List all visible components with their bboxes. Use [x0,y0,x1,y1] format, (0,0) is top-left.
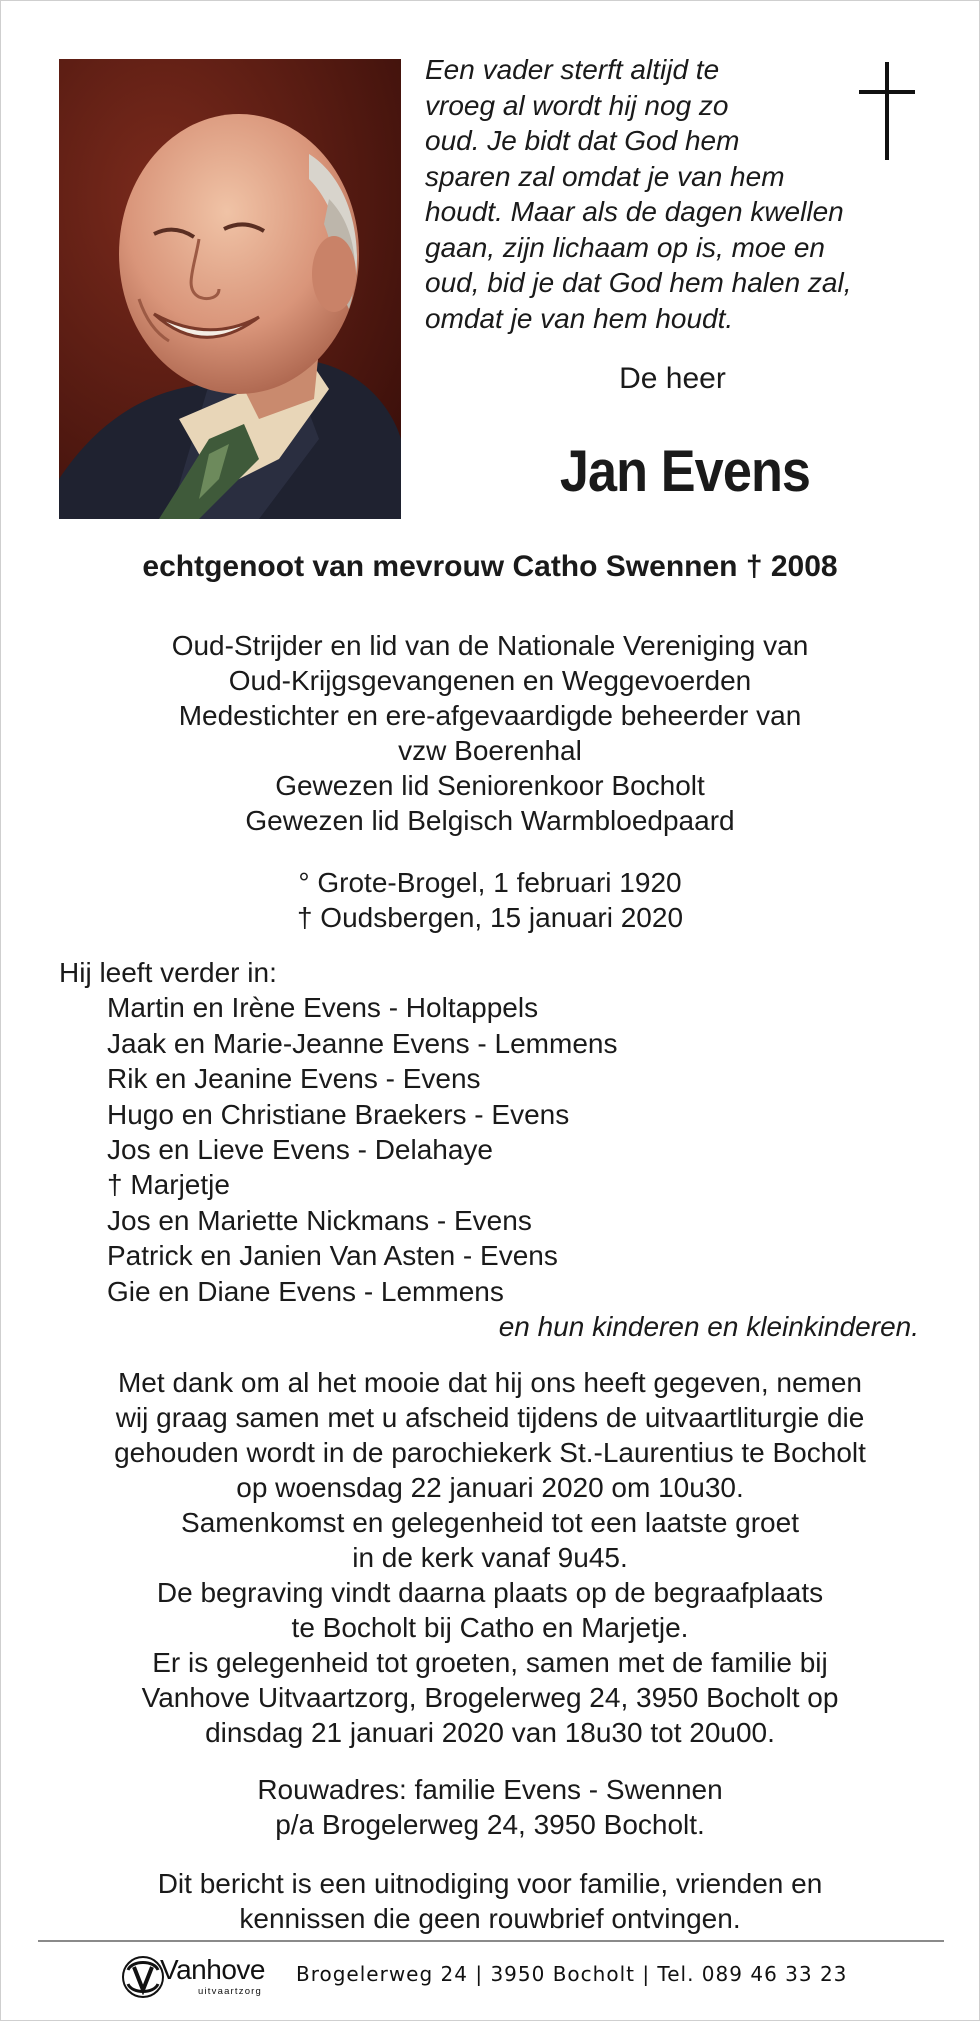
service-line: De begraving vindt daarna plaats op de begraafplaats [156,1577,824,1608]
invitation-line: kennissen die geen rouwbrief ontvingen. [239,1903,741,1934]
service-line: Samenkomst en gelegenheid tot een laatste groet [181,1507,799,1538]
mourning-address [40,1772,940,1842]
list-item: † Marjetje [107,1169,230,1201]
family-list [59,955,919,1344]
titles-block [40,628,940,838]
service-line: te Bocholt bij Catho en Marjetje. [291,1612,689,1643]
spouse-line: echtgenoot van mevrouw Catho Swennen † 2008 [142,550,838,583]
poem-line: gaan, zijn lichaam op is, moe en [425,231,825,263]
list-item: Patrick en Janien Van Asten - Evens [107,1240,558,1272]
footer-address: Brogelerweg 24 | 3950 Bocholt | Tel. 089 46 33 23 [296,1962,848,1986]
company-subtitle: uitvaartzorg [198,1986,263,1997]
title-line: vzw Boerenhal [398,735,582,766]
service-line: Met dank om al het mooie dat hij ons heeft gegeven, nemen [117,1367,863,1398]
poem-line: sparen zal omdat je van hem [425,160,785,192]
address-line: Rouwadres: familie Evens - Swennen [257,1774,723,1805]
portrait-illustration [59,59,401,519]
service-details [40,1365,940,1750]
descendants-line: en hun kinderen en kleinkinderen. [498,1311,919,1343]
company-name: Vanhove [160,1954,265,1985]
salutation: De heer [619,362,726,395]
dates-block [40,865,940,935]
list-item: Rik en Jeanine Evens - Evens [107,1063,481,1095]
service-line: op woensdag 22 januari 2020 om 10u30. [236,1472,744,1503]
title-line: Gewezen lid Belgisch Warmbloedpaard [245,805,735,836]
poem-line: Een vader sterft altijd te [425,54,720,85]
invitation-note [40,1866,940,1936]
poem-line: houdt. Maar als de dagen kwellen [425,196,844,227]
poem-line: omdat je van hem houdt. [425,302,734,334]
title-line: Oud-Krijgsgevangenen en Weggevoerden [228,665,752,696]
title-line: Gewezen lid Seniorenkoor Bocholt [275,770,705,801]
address-line: p/a Brogelerweg 24, 3950 Bocholt. [275,1809,705,1840]
list-item: Gie en Diane Evens - Lemmens [107,1275,504,1307]
list-item: Martin en Irène Evens - Holtappels [107,992,539,1024]
service-line: in de kerk vanaf 9u45. [352,1542,628,1573]
poem [425,52,925,336]
title-line: Medestichter en ere-afgevaardigde beheerder van [178,700,802,731]
service-line: wij graag samen met u afscheid tijdens de uitvaartliturgie die [115,1402,865,1433]
list-item: Jos en Mariette Nickmans - Evens [107,1204,532,1236]
service-line: Vanhove Uitvaartzorg, Brogelerweg 24, 3950 Bocholt op [141,1682,839,1713]
list-item: Jaak en Marie-Jeanne Evens - Lemmens [107,1027,618,1059]
service-line: dinsdag 21 januari 2020 van 18u30 tot 20u00. [205,1717,775,1748]
list-item: Hugo en Christiane Braekers - Evens [107,1098,570,1130]
footer [118,1952,938,2002]
birth-date: ° Grote-Brogel, 1 februari 1920 [298,867,682,898]
death-date: † Oudsbergen, 15 januari 2020 [296,902,684,933]
poem-line: oud. Je bidt dat God hem [425,125,740,156]
poem-line: vroeg al wordt hij nog zo [425,89,729,121]
invitation-line: Dit bericht is een uitnodiging voor familie, vrienden en [157,1868,823,1899]
list-item: Jos en Lieve Evens - Delahaye [107,1134,493,1166]
cross-icon [859,62,915,160]
deceased-name: Jan Evens [559,439,811,504]
portrait-photo [59,59,401,519]
service-line: gehouden wordt in de parochiekerk St.-Laurentius te Bocholt [114,1437,866,1468]
service-line: Er is gelegenheid tot groeten, samen met de familie bij [152,1647,828,1678]
footer-divider [38,1940,944,1942]
family-intro: Hij leeft verder in: [59,957,277,988]
poem-line: oud, bid je dat God hem halen zal, [425,267,852,298]
title-line: Oud-Strijder en lid van de Nationale Vereniging van [171,630,809,661]
